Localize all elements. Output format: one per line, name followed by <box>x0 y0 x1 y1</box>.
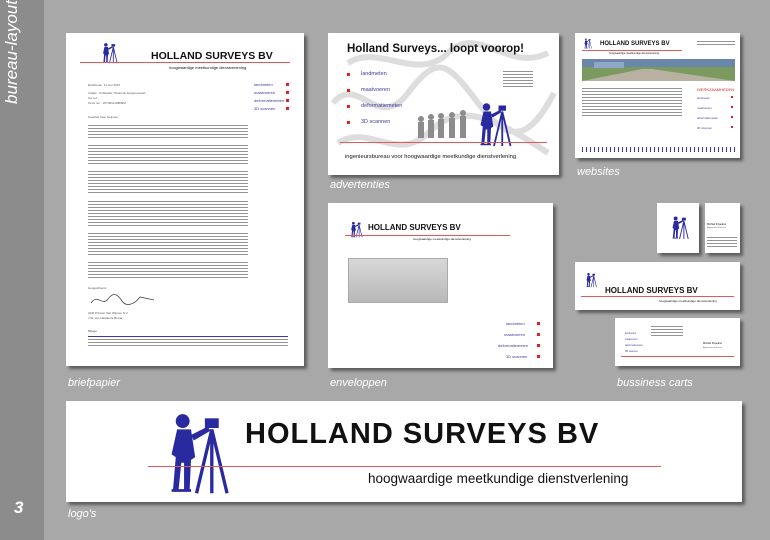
card-back-service-1: landmeten <box>625 332 637 335</box>
ad-red-rule <box>340 142 547 143</box>
caption-logos: logo's <box>68 508 97 520</box>
letter-ref-2: Uw ref. : <box>88 96 100 100</box>
surveyor-logo-icon <box>98 42 118 64</box>
card-landscape-red-rule <box>581 296 734 297</box>
letter-bijlage: Bijlage <box>88 329 98 333</box>
card-landscape-tagline: hoogwaardige meetkundige dienstverlening <box>659 299 717 303</box>
letter-footer-rule <box>88 336 288 337</box>
ad-service-4: 3D scannen <box>361 119 391 125</box>
card-landscape-logo-icon <box>583 272 597 288</box>
website-footer-ruler <box>582 147 735 152</box>
letter-brand-name: HOLLAND SURVEYS BV <box>151 50 273 62</box>
card-back-service-3: deformatiemeten <box>625 344 643 347</box>
ad-footer: ingenieursbureau voor hoogwaardige meetkundige dienstverlening <box>345 154 517 160</box>
letter-footer-text <box>88 339 288 346</box>
card-back-small <box>705 203 740 253</box>
letter-signer-2: J.W. van Haarlema Burna <box>88 316 123 320</box>
letter-ref-3: Onze ref. : 2073611JHB/MM <box>88 101 126 105</box>
envelope-bullet-2 <box>537 333 540 336</box>
website-menu-4: 3D scannen <box>697 126 712 130</box>
logo-tagline: hoogwaardige meetkundige dienstverlening <box>368 471 629 486</box>
envelope-red-rule <box>345 235 510 236</box>
letter-menu-1: landmeten <box>254 82 273 87</box>
page-number: 3 <box>14 498 24 517</box>
letter-body-3 <box>88 171 248 195</box>
letter-red-rule <box>80 62 290 63</box>
website-bullet-4 <box>731 126 733 128</box>
website-menu-2: maatvoeren <box>697 106 712 110</box>
envelope-service-3: deformatiemeten <box>498 343 529 348</box>
ad-preview <box>328 33 559 175</box>
card-back-red-rule <box>621 356 734 357</box>
card-landscape-front <box>575 262 740 310</box>
letter-bullet-2 <box>286 91 289 94</box>
caption-letterhead: briefpapier <box>68 377 120 389</box>
card-person-role: Algemeen directeur <box>707 227 726 229</box>
ad-service-1: landmeten <box>361 71 387 77</box>
letter-menu-3: deformatiemeten <box>254 98 285 103</box>
envelope-service-4: 3D scannen <box>506 354 528 359</box>
letter-bullet-3 <box>286 99 289 102</box>
card-landscape-back <box>615 318 740 366</box>
website-bullet-1 <box>731 96 733 98</box>
website-brand-name: HOLLAND SURVEYS BV <box>600 41 670 47</box>
letter-body-4 <box>88 201 248 228</box>
envelope-bullet-4 <box>537 355 540 358</box>
logo-preview <box>66 401 742 502</box>
logo-brand-name: HOLLAND SURVEYS BV <box>245 418 600 450</box>
letter-body-5 <box>88 233 248 257</box>
ad-headline: Holland Surveys... loopt voorop! <box>347 43 524 55</box>
letter-menu-4: 3D scannen <box>254 106 276 111</box>
letter-body-6 <box>88 262 248 280</box>
logo-red-rule <box>148 466 661 467</box>
card-back-role: Algemeen directeur <box>703 347 722 349</box>
sidebar <box>0 0 44 540</box>
ad-bullet-2 <box>347 89 350 92</box>
website-logo-icon <box>582 38 592 49</box>
letter-ref-1: Inzake : Publicatie "Stelende burgemeester" <box>88 91 147 95</box>
caption-envelopes: enveloppen <box>330 377 387 389</box>
caption-ads: advertenties <box>330 179 390 191</box>
ad-bullet-3 <box>347 105 350 108</box>
website-tagline: hoogwaardige meetkundige dienstverlening <box>609 52 660 55</box>
surveyor-logo-icon-large <box>152 410 230 496</box>
ad-bullet-4 <box>347 121 350 124</box>
envelope-address-window <box>348 258 448 303</box>
envelope-bullet-1 <box>537 322 540 325</box>
website-menu-1: landmeten <box>697 96 711 100</box>
ad-service-2: maatvoeren <box>361 87 391 93</box>
letterhead-preview <box>66 33 304 366</box>
letter-signer-1: AKD Prinsen Van Wijmen N.V. <box>88 311 129 315</box>
letter-tagline: hoogwaardige meetkundige dienstverlening <box>169 65 247 70</box>
letter-body-2 <box>88 145 248 166</box>
envelope-bullet-3 <box>537 344 540 347</box>
website-preview <box>575 33 740 158</box>
sidebar-title: bureau-layout <box>2 0 21 104</box>
letter-bullet-1 <box>286 83 289 86</box>
ad-contact <box>503 71 533 87</box>
website-top-nav <box>697 41 735 45</box>
caption-websites: websites <box>577 166 620 178</box>
letter-signature <box>88 291 158 309</box>
ad-bullet-1 <box>347 73 350 76</box>
website-sidebar-heading: WERKZAAMHEDEN <box>697 87 735 92</box>
ad-service-3: deformatiemeten <box>361 103 403 109</box>
website-body-text <box>582 88 682 116</box>
envelope-service-2: maatvoeren <box>504 332 526 337</box>
card-contact-text <box>707 237 737 247</box>
letter-bullet-4 <box>286 107 289 110</box>
letter-date: Eindhoven, 11 mei 2007 <box>88 83 121 87</box>
envelope-tagline: hoogwaardige meetkundige dienstverlening <box>413 237 471 241</box>
card-logo-icon <box>667 215 689 240</box>
website-bullet-3 <box>731 116 733 118</box>
website-bullet-2 <box>731 106 733 108</box>
letter-menu-2: maatvoeren <box>254 90 276 95</box>
card-back-person: Michiel Pepeleor <box>703 342 723 345</box>
website-red-rule <box>582 50 682 51</box>
envelope-service-1: landmeten <box>506 321 525 326</box>
envelope-brand-name: HOLLAND SURVEYS BV <box>368 223 461 232</box>
card-back-service-4: 3D scannen <box>625 350 638 353</box>
letter-body-1 <box>88 125 248 140</box>
card-back-address <box>651 326 683 338</box>
card-landscape-brand: HOLLAND SURVEYS BV <box>605 286 698 295</box>
letter-salutation: Geachte heer Heijmen, <box>88 115 119 119</box>
card-person-name: Michiel Pepeleor <box>707 223 727 226</box>
letter-closing: Hoogachtend, <box>88 286 107 290</box>
envelope-preview <box>328 203 553 368</box>
card-front-small <box>657 203 699 253</box>
website-banner-photo <box>582 59 735 81</box>
website-menu-3: deformatiemeten <box>697 116 718 120</box>
card-back-service-2: maatvoeren <box>625 338 638 341</box>
caption-cards: bussiness carts <box>617 377 693 389</box>
